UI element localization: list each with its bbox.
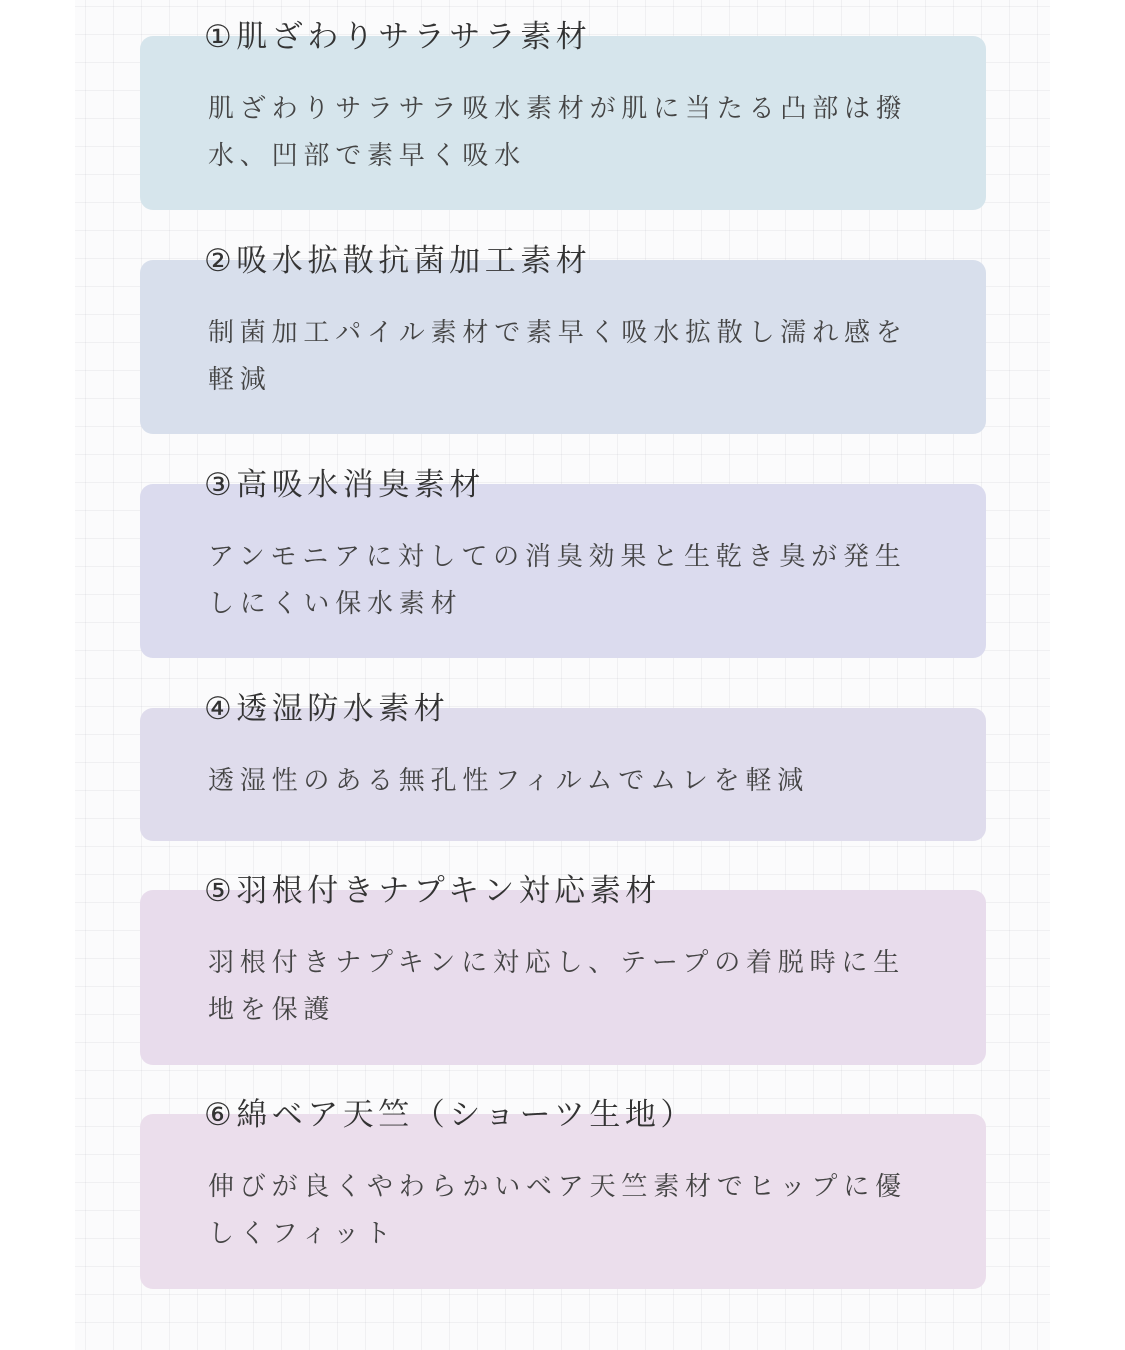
feature-title: ②吸水拡散抗菌加工素材 <box>204 243 592 279</box>
feature-title: ⑥綿ベア天竺（ショーツ生地） <box>204 1097 696 1133</box>
feature-3 <box>140 464 986 658</box>
feature-card <box>140 890 986 1065</box>
feature-2 <box>140 240 986 434</box>
feature-card <box>140 484 986 658</box>
feature-title: ④透湿防水素材 <box>204 691 450 727</box>
feature-5 <box>140 870 986 1065</box>
feature-description: 透湿性のある無孔性フィルムでムレを軽減 <box>208 766 810 796</box>
feature-title: ⑤羽根付きナプキン対応素材 <box>204 873 661 909</box>
feature-title: ③高吸水消臭素材 <box>204 467 485 503</box>
feature-card <box>140 36 986 210</box>
feature-description: 肌ざわりサラサラ吸水素材が肌に当たる凸部は撥水、凹部で素早く吸水 <box>208 94 908 171</box>
feature-description: 羽根付きナプキンに対応し、テープの着脱時に生地を保護 <box>208 948 906 1025</box>
feature-description: 制菌加工パイル素材で素早く吸水拡散し濡れ感を軽減 <box>208 318 908 395</box>
feature-1 <box>140 16 986 210</box>
feature-6 <box>140 1094 986 1289</box>
feature-card <box>140 260 986 434</box>
feature-description: アンモニアに対しての消臭効果と生乾き臭が発生しにくい保水素材 <box>208 542 907 619</box>
feature-card <box>140 1114 986 1289</box>
feature-description: 伸びが良くやわらかいベア天竺素材でヒップに優しくフィット <box>208 1172 907 1249</box>
feature-4 <box>140 688 986 841</box>
feature-title: ①肌ざわりサラサラ素材 <box>204 19 592 55</box>
